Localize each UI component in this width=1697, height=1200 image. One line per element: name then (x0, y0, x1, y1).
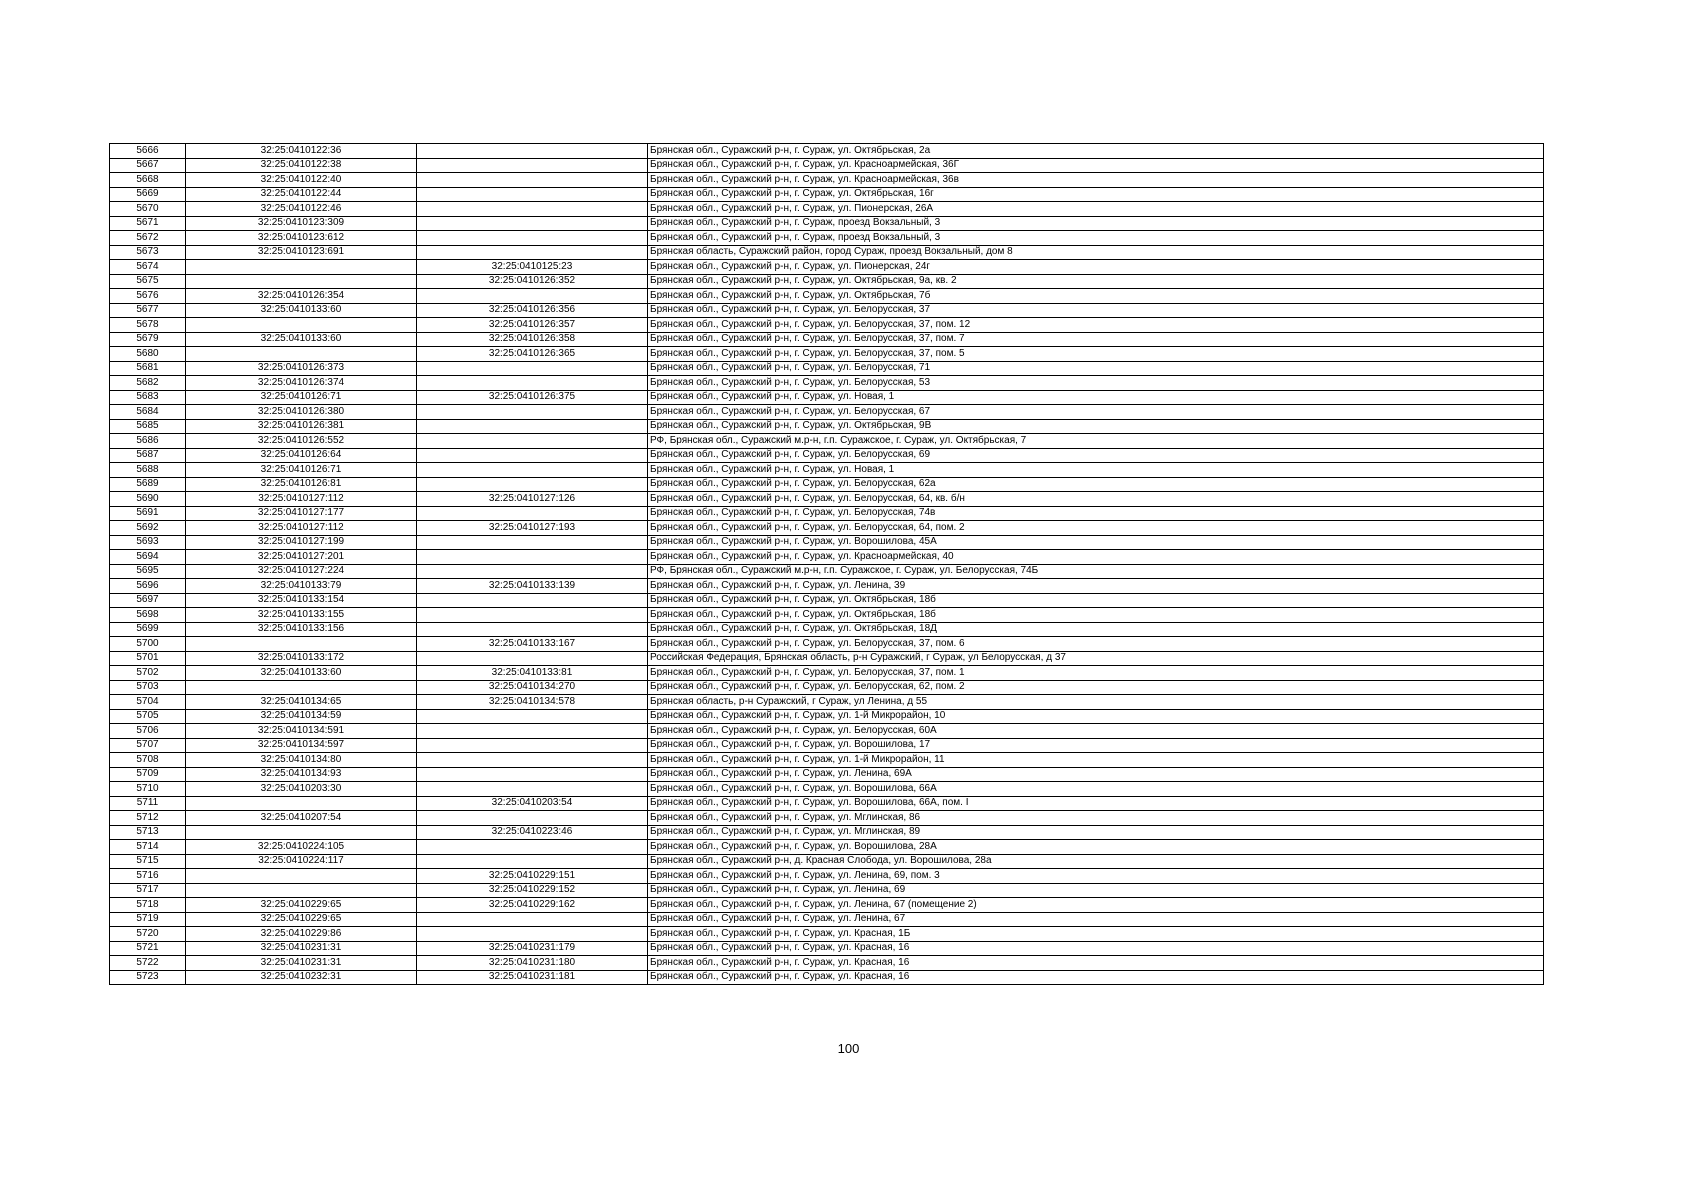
address-cell: Брянская обл., Суражский р-н, г. Сураж, ул. Ленина, 39 (648, 579, 1544, 594)
address-cell: Брянская обл., Суражский р-н, г. Сураж, ул. Октябрьская, 18б (648, 608, 1544, 623)
table-row (110, 303, 1544, 318)
object-cadastral-number-cell: 32:25:0410133:167 (417, 637, 648, 652)
land-cadastral-number-cell: 32:25:0410122:38 (186, 158, 417, 173)
table-row (110, 434, 1544, 449)
table-row (110, 767, 1544, 782)
row-number-cell: 5687 (110, 448, 186, 463)
land-cadastral-number-cell: 32:25:0410126:71 (186, 390, 417, 405)
row-number-cell: 5695 (110, 564, 186, 579)
land-cadastral-number-cell: 32:25:0410231:31 (186, 941, 417, 956)
table-row (110, 463, 1544, 478)
row-number-cell: 5694 (110, 550, 186, 565)
object-cadastral-number-cell: 32:25:0410223:46 (417, 825, 648, 840)
object-cadastral-number-cell: 32:25:0410231:181 (417, 970, 648, 985)
table-row (110, 289, 1544, 304)
row-number-cell: 5698 (110, 608, 186, 623)
row-number-cell: 5715 (110, 854, 186, 869)
row-number-cell: 5674 (110, 260, 186, 275)
address-cell: Брянская обл., Суражский р-н, г. Сураж, ул. Ворошилова, 17 (648, 738, 1544, 753)
table-row (110, 564, 1544, 579)
object-cadastral-number-cell (417, 158, 648, 173)
land-cadastral-number-cell: 32:25:0410127:199 (186, 535, 417, 550)
object-cadastral-number-cell: 32:25:0410133:139 (417, 579, 648, 594)
address-cell: Брянская обл., Суражский р-н, г. Сураж, ул. Пионерская, 24г (648, 260, 1544, 275)
address-cell: Брянская обл., Суражский р-н, г. Сураж, ул. Ленина, 67 (помещение 2) (648, 898, 1544, 913)
land-cadastral-number-cell: 32:25:0410229:65 (186, 912, 417, 927)
object-cadastral-number-cell: 32:25:0410134:578 (417, 695, 648, 710)
land-cadastral-number-cell: 32:25:0410229:86 (186, 927, 417, 942)
land-cadastral-number-cell: 32:25:0410134:591 (186, 724, 417, 739)
land-cadastral-number-cell: 32:25:0410123:612 (186, 231, 417, 246)
table-row (110, 419, 1544, 434)
table-row (110, 666, 1544, 681)
land-cadastral-number-cell: 32:25:0410224:117 (186, 854, 417, 869)
address-cell: Брянская обл., Суражский р-н, г. Сураж, ул. Октябрьская, 2а (648, 144, 1544, 159)
land-cadastral-number-cell: 32:25:0410133:155 (186, 608, 417, 623)
land-cadastral-number-cell: 32:25:0410133:154 (186, 593, 417, 608)
object-cadastral-number-cell: 32:25:0410229:152 (417, 883, 648, 898)
table-row (110, 869, 1544, 884)
object-cadastral-number-cell: 32:25:0410229:162 (417, 898, 648, 913)
object-cadastral-number-cell (417, 912, 648, 927)
land-cadastral-number-cell (186, 796, 417, 811)
row-number-cell: 5721 (110, 941, 186, 956)
row-number-cell: 5710 (110, 782, 186, 797)
address-cell: Брянская обл., Суражский р-н, г. Сураж, ул. Мглинская, 89 (648, 825, 1544, 840)
object-cadastral-number-cell (417, 376, 648, 391)
object-cadastral-number-cell: 32:25:0410231:180 (417, 956, 648, 971)
table-row (110, 796, 1544, 811)
object-cadastral-number-cell: 32:25:0410231:179 (417, 941, 648, 956)
address-cell: Брянская обл., Суражский р-н, г. Сураж, ул. Ленина, 69А (648, 767, 1544, 782)
object-cadastral-number-cell: 32:25:0410127:193 (417, 521, 648, 536)
table-row (110, 332, 1544, 347)
row-number-cell: 5718 (110, 898, 186, 913)
object-cadastral-number-cell (417, 767, 648, 782)
land-cadastral-number-cell: 32:25:0410123:309 (186, 216, 417, 231)
row-number-cell: 5669 (110, 187, 186, 202)
land-cadastral-number-cell: 32:25:0410122:36 (186, 144, 417, 159)
address-cell: Российская Федерация, Брянская область, р-н Суражский, г Сураж, ул Белорусская, д 37 (648, 651, 1544, 666)
land-cadastral-number-cell: 32:25:0410133:60 (186, 666, 417, 681)
table-row (110, 318, 1544, 333)
land-cadastral-number-cell: 32:25:0410126:81 (186, 477, 417, 492)
address-cell: РФ, Брянская обл., Суражский м.р-н, г.п. Суражское, г. Сураж, ул. Белорусская, 74Б (648, 564, 1544, 579)
land-cadastral-number-cell: 32:25:0410126:71 (186, 463, 417, 478)
row-number-cell: 5705 (110, 709, 186, 724)
address-cell: Брянская обл., Суражский р-н, г. Сураж, ул. Мглинская, 86 (648, 811, 1544, 826)
address-cell: Брянская обл., Суражский р-н, г. Сураж, ул. Белорусская, 69 (648, 448, 1544, 463)
object-cadastral-number-cell (417, 231, 648, 246)
land-cadastral-number-cell: 32:25:0410203:30 (186, 782, 417, 797)
address-cell: Брянская обл., Суражский р-н, г. Сураж, ул. Новая, 1 (648, 463, 1544, 478)
land-cadastral-number-cell: 32:25:0410127:201 (186, 550, 417, 565)
table-row (110, 593, 1544, 608)
table-row (110, 651, 1544, 666)
land-cadastral-number-cell (186, 883, 417, 898)
land-cadastral-number-cell: 32:25:0410231:31 (186, 956, 417, 971)
table-row (110, 231, 1544, 246)
table-row (110, 883, 1544, 898)
address-cell: Брянская обл., Суражский р-н, г. Сураж, ул. Ленина, 67 (648, 912, 1544, 927)
table-row (110, 390, 1544, 405)
address-cell: Брянская область, р-н Суражский, г Сураж, ул Ленина, д 55 (648, 695, 1544, 710)
row-number-cell: 5666 (110, 144, 186, 159)
address-cell: Брянская обл., Суражский р-н, г. Сураж, ул. Ленина, 69 (648, 883, 1544, 898)
land-cadastral-number-cell: 32:25:0410126:552 (186, 434, 417, 449)
address-cell: Брянская обл., Суражский р-н, г. Сураж, ул. Белорусская, 37, пом. 12 (648, 318, 1544, 333)
row-number-cell: 5686 (110, 434, 186, 449)
row-number-cell: 5696 (110, 579, 186, 594)
object-cadastral-number-cell (417, 202, 648, 217)
row-number-cell: 5675 (110, 274, 186, 289)
table-row (110, 376, 1544, 391)
land-cadastral-number-cell: 32:25:0410133:60 (186, 332, 417, 347)
address-cell: Брянская обл., Суражский р-н, г. Сураж, ул. Ворошилова, 66А (648, 782, 1544, 797)
table-row (110, 492, 1544, 507)
land-cadastral-number-cell: 32:25:0410229:65 (186, 898, 417, 913)
object-cadastral-number-cell (417, 361, 648, 376)
row-number-cell: 5671 (110, 216, 186, 231)
table-row (110, 898, 1544, 913)
row-number-cell: 5707 (110, 738, 186, 753)
address-cell: Брянская обл., Суражский р-н, г. Сураж, ул. Белорусская, 67 (648, 405, 1544, 420)
land-cadastral-number-cell: 32:25:0410134:80 (186, 753, 417, 768)
address-cell: Брянская обл., Суражский р-н, г. Сураж, ул. Октябрьская, 18Д (648, 622, 1544, 637)
row-number-cell: 5680 (110, 347, 186, 362)
table-row (110, 173, 1544, 188)
land-cadastral-number-cell: 32:25:0410127:224 (186, 564, 417, 579)
table-row (110, 144, 1544, 159)
row-number-cell: 5714 (110, 840, 186, 855)
object-cadastral-number-cell (417, 854, 648, 869)
land-cadastral-number-cell: 32:25:0410127:112 (186, 492, 417, 507)
object-cadastral-number-cell (417, 724, 648, 739)
object-cadastral-number-cell: 32:25:0410126:375 (417, 390, 648, 405)
land-cadastral-number-cell: 32:25:0410126:64 (186, 448, 417, 463)
land-cadastral-number-cell: 32:25:0410134:597 (186, 738, 417, 753)
table-row (110, 840, 1544, 855)
address-cell: Брянская обл., Суражский р-н, г. Сураж, ул. Красная, 16 (648, 956, 1544, 971)
object-cadastral-number-cell: 32:25:0410126:352 (417, 274, 648, 289)
row-number-cell: 5689 (110, 477, 186, 492)
table-row (110, 506, 1544, 521)
object-cadastral-number-cell (417, 738, 648, 753)
row-number-cell: 5679 (110, 332, 186, 347)
object-cadastral-number-cell (417, 535, 648, 550)
table-row (110, 854, 1544, 869)
table-row (110, 724, 1544, 739)
row-number-cell: 5709 (110, 767, 186, 782)
row-number-cell: 5677 (110, 303, 186, 318)
table-row (110, 680, 1544, 695)
object-cadastral-number-cell (417, 651, 648, 666)
object-cadastral-number-cell (417, 506, 648, 521)
address-cell: Брянская обл., Суражский р-н, г. Сураж, ул. Белорусская, 37, пом. 7 (648, 332, 1544, 347)
row-number-cell: 5682 (110, 376, 186, 391)
object-cadastral-number-cell (417, 622, 648, 637)
table-row (110, 579, 1544, 594)
land-cadastral-number-cell: 32:25:0410126:373 (186, 361, 417, 376)
row-number-cell: 5713 (110, 825, 186, 840)
address-cell: Брянская обл., Суражский р-н, г. Сураж, ул. Красноармейская, 36в (648, 173, 1544, 188)
object-cadastral-number-cell (417, 840, 648, 855)
address-cell: Брянская обл., Суражский р-н, г. Сураж, ул. Белорусская, 64, пом. 2 (648, 521, 1544, 536)
table-row (110, 782, 1544, 797)
row-number-cell: 5702 (110, 666, 186, 681)
page-number: 100 (837, 1041, 860, 1056)
table-row (110, 260, 1544, 275)
object-cadastral-number-cell (417, 187, 648, 202)
row-number-cell: 5670 (110, 202, 186, 217)
table-row (110, 825, 1544, 840)
address-cell: Брянская обл., Суражский р-н, г. Сураж, ул. Белорусская, 53 (648, 376, 1544, 391)
table-row (110, 738, 1544, 753)
cadastral-table (109, 143, 1544, 985)
table-row (110, 550, 1544, 565)
land-cadastral-number-cell: 32:25:0410127:112 (186, 521, 417, 536)
row-number-cell: 5723 (110, 970, 186, 985)
address-cell: Брянская обл., Суражский р-н, г. Сураж, ул. Белорусская, 62, пом. 2 (648, 680, 1544, 695)
object-cadastral-number-cell (417, 289, 648, 304)
table-body (110, 144, 1544, 985)
address-cell: Брянская обл., Суражский р-н, г. Сураж, ул. 1-й Микрорайон, 10 (648, 709, 1544, 724)
row-number-cell: 5699 (110, 622, 186, 637)
object-cadastral-number-cell: 32:25:0410126:356 (417, 303, 648, 318)
table-row (110, 347, 1544, 362)
land-cadastral-number-cell: 32:25:0410232:31 (186, 970, 417, 985)
row-number-cell: 5719 (110, 912, 186, 927)
table-row (110, 912, 1544, 927)
row-number-cell: 5722 (110, 956, 186, 971)
object-cadastral-number-cell (417, 419, 648, 434)
address-cell: Брянская обл., Суражский р-н, г. Сураж, ул. Октябрьская, 18б (648, 593, 1544, 608)
object-cadastral-number-cell (417, 564, 648, 579)
object-cadastral-number-cell (417, 463, 648, 478)
row-number-cell: 5681 (110, 361, 186, 376)
row-number-cell: 5673 (110, 245, 186, 260)
row-number-cell: 5668 (110, 173, 186, 188)
land-cadastral-number-cell: 32:25:0410126:380 (186, 405, 417, 420)
row-number-cell: 5676 (110, 289, 186, 304)
land-cadastral-number-cell: 32:25:0410126:354 (186, 289, 417, 304)
address-cell: Брянская обл., Суражский р-н, г. Сураж, ул. Белорусская, 62а (648, 477, 1544, 492)
address-cell: Брянская обл., Суражский р-н, д. Красная Слобода, ул. Ворошилова, 28а (648, 854, 1544, 869)
object-cadastral-number-cell (417, 216, 648, 231)
land-cadastral-number-cell (186, 347, 417, 362)
object-cadastral-number-cell: 32:25:0410125:23 (417, 260, 648, 275)
table-row (110, 811, 1544, 826)
address-cell: Брянская обл., Суражский р-н, г. Сураж, ул. Октябрьская, 16г (648, 187, 1544, 202)
row-number-cell: 5701 (110, 651, 186, 666)
object-cadastral-number-cell (417, 782, 648, 797)
row-number-cell: 5703 (110, 680, 186, 695)
table-row (110, 158, 1544, 173)
object-cadastral-number-cell: 32:25:0410127:126 (417, 492, 648, 507)
row-number-cell: 5667 (110, 158, 186, 173)
row-number-cell: 5693 (110, 535, 186, 550)
land-cadastral-number-cell (186, 637, 417, 652)
object-cadastral-number-cell: 32:25:0410133:81 (417, 666, 648, 681)
table-row (110, 637, 1544, 652)
land-cadastral-number-cell: 32:25:0410224:105 (186, 840, 417, 855)
row-number-cell: 5691 (110, 506, 186, 521)
table-row (110, 361, 1544, 376)
land-cadastral-number-cell (186, 318, 417, 333)
address-cell: Брянская обл., Суражский р-н, г. Сураж, ул. Красноармейская, 36Г (648, 158, 1544, 173)
address-cell: Брянская обл., Суражский р-н, г. Сураж, ул. Белорусская, 37, пом. 5 (648, 347, 1544, 362)
land-cadastral-number-cell (186, 260, 417, 275)
land-cadastral-number-cell (186, 869, 417, 884)
object-cadastral-number-cell: 32:25:0410126:358 (417, 332, 648, 347)
land-cadastral-number-cell: 32:25:0410134:93 (186, 767, 417, 782)
address-cell: Брянская обл., Суражский р-н, г. Сураж, ул. Октябрьская, 7б (648, 289, 1544, 304)
address-cell: Брянская обл., Суражский р-н, г. Сураж, ул. Красная, 16 (648, 970, 1544, 985)
row-number-cell: 5717 (110, 883, 186, 898)
table-row (110, 941, 1544, 956)
address-cell: Брянская обл., Суражский р-н, г. Сураж, ул. Белорусская, 74в (648, 506, 1544, 521)
row-number-cell: 5678 (110, 318, 186, 333)
row-number-cell: 5700 (110, 637, 186, 652)
row-number-cell: 5697 (110, 593, 186, 608)
land-cadastral-number-cell: 32:25:0410122:40 (186, 173, 417, 188)
table-row (110, 622, 1544, 637)
table-row (110, 405, 1544, 420)
row-number-cell: 5711 (110, 796, 186, 811)
object-cadastral-number-cell (417, 811, 648, 826)
land-cadastral-number-cell: 32:25:0410127:177 (186, 506, 417, 521)
object-cadastral-number-cell (417, 709, 648, 724)
object-cadastral-number-cell (417, 245, 648, 260)
row-number-cell: 5683 (110, 390, 186, 405)
object-cadastral-number-cell (417, 477, 648, 492)
address-cell: Брянская обл., Суражский р-н, г. Сураж, ул. Белорусская, 60А (648, 724, 1544, 739)
address-cell: Брянская обл., Суражский р-н, г. Сураж, ул. Белорусская, 64, кв. б/н (648, 492, 1544, 507)
object-cadastral-number-cell (417, 608, 648, 623)
address-cell: Брянская обл., Суражский р-н, г. Сураж, ул. Красная, 16 (648, 941, 1544, 956)
row-number-cell: 5708 (110, 753, 186, 768)
land-cadastral-number-cell: 32:25:0410134:59 (186, 709, 417, 724)
address-cell: Брянская обл., Суражский р-н, г. Сураж, ул. Октябрьская, 9а, кв. 2 (648, 274, 1544, 289)
land-cadastral-number-cell: 32:25:0410133:156 (186, 622, 417, 637)
row-number-cell: 5672 (110, 231, 186, 246)
object-cadastral-number-cell (417, 434, 648, 449)
row-number-cell: 5716 (110, 869, 186, 884)
row-number-cell: 5712 (110, 811, 186, 826)
row-number-cell: 5685 (110, 419, 186, 434)
row-number-cell: 5704 (110, 695, 186, 710)
table-row (110, 245, 1544, 260)
object-cadastral-number-cell (417, 550, 648, 565)
address-cell: Брянская обл., Суражский р-н, г. Сураж, ул. Белорусская, 37 (648, 303, 1544, 318)
land-cadastral-number-cell (186, 680, 417, 695)
address-cell: Брянская обл., Суражский р-н, г. Сураж, ул. Ворошилова, 45А (648, 535, 1544, 550)
address-cell: Брянская обл., Суражский р-н, г. Сураж, ул. Белорусская, 37, пом. 6 (648, 637, 1544, 652)
land-cadastral-number-cell: 32:25:0410133:79 (186, 579, 417, 594)
address-cell: Брянская обл., Суражский р-н, г. Сураж, ул. Новая, 1 (648, 390, 1544, 405)
table-row (110, 535, 1544, 550)
row-number-cell: 5720 (110, 927, 186, 942)
object-cadastral-number-cell: 32:25:0410229:151 (417, 869, 648, 884)
land-cadastral-number-cell (186, 274, 417, 289)
address-cell: Брянская обл., Суражский р-н, г. Сураж, ул. Красноармейская, 40 (648, 550, 1544, 565)
address-cell: Брянская обл., Суражский р-н, г. Сураж, ул. 1-й Микрорайон, 11 (648, 753, 1544, 768)
land-cadastral-number-cell: 32:25:0410133:172 (186, 651, 417, 666)
table-row (110, 202, 1544, 217)
land-cadastral-number-cell: 32:25:0410122:46 (186, 202, 417, 217)
table-row (110, 477, 1544, 492)
object-cadastral-number-cell (417, 753, 648, 768)
object-cadastral-number-cell (417, 593, 648, 608)
address-cell: РФ, Брянская обл., Суражский м.р-н, г.п. Суражское, г. Сураж, ул. Октябрьская, 7 (648, 434, 1544, 449)
land-cadastral-number-cell: 32:25:0410123:691 (186, 245, 417, 260)
land-cadastral-number-cell: 32:25:0410133:60 (186, 303, 417, 318)
table-row (110, 970, 1544, 985)
row-number-cell: 5684 (110, 405, 186, 420)
address-cell: Брянская обл., Суражский р-н, г. Сураж, проезд Вокзальный, 3 (648, 231, 1544, 246)
land-cadastral-number-cell: 32:25:0410126:374 (186, 376, 417, 391)
row-number-cell: 5706 (110, 724, 186, 739)
table-row (110, 709, 1544, 724)
land-cadastral-number-cell (186, 825, 417, 840)
object-cadastral-number-cell (417, 173, 648, 188)
land-cadastral-number-cell: 32:25:0410134:65 (186, 695, 417, 710)
table-row (110, 753, 1544, 768)
table-row (110, 956, 1544, 971)
table-row (110, 695, 1544, 710)
address-cell: Брянская область, Суражский район, город Сураж, проезд Вокзальный, дом 8 (648, 245, 1544, 260)
row-number-cell: 5688 (110, 463, 186, 478)
address-cell: Брянская обл., Суражский р-н, г. Сураж, ул. Пионерская, 26А (648, 202, 1544, 217)
table-row (110, 187, 1544, 202)
object-cadastral-number-cell (417, 144, 648, 159)
address-cell: Брянская обл., Суражский р-н, г. Сураж, ул. Октябрьская, 9В (648, 419, 1544, 434)
object-cadastral-number-cell (417, 927, 648, 942)
object-cadastral-number-cell: 32:25:0410126:357 (417, 318, 648, 333)
address-cell: Брянская обл., Суражский р-н, г. Сураж, ул. Ворошилова, 28А (648, 840, 1544, 855)
object-cadastral-number-cell: 32:25:0410134:270 (417, 680, 648, 695)
address-cell: Брянская обл., Суражский р-н, г. Сураж, ул. Красная, 1Б (648, 927, 1544, 942)
table-row (110, 521, 1544, 536)
address-cell: Брянская обл., Суражский р-н, г. Сураж, проезд Вокзальный, 3 (648, 216, 1544, 231)
land-cadastral-number-cell: 32:25:0410207:54 (186, 811, 417, 826)
table-row (110, 927, 1544, 942)
land-cadastral-number-cell: 32:25:0410126:381 (186, 419, 417, 434)
table-row (110, 608, 1544, 623)
address-cell: Брянская обл., Суражский р-н, г. Сураж, ул. Белорусская, 71 (648, 361, 1544, 376)
row-number-cell: 5692 (110, 521, 186, 536)
address-cell: Брянская обл., Суражский р-н, г. Сураж, ул. Ленина, 69, пом. 3 (648, 869, 1544, 884)
object-cadastral-number-cell: 32:25:0410126:365 (417, 347, 648, 362)
table-row (110, 274, 1544, 289)
land-cadastral-number-cell: 32:25:0410122:44 (186, 187, 417, 202)
row-number-cell: 5690 (110, 492, 186, 507)
table-row (110, 216, 1544, 231)
object-cadastral-number-cell: 32:25:0410203:54 (417, 796, 648, 811)
address-cell: Брянская обл., Суражский р-н, г. Сураж, ул. Ворошилова, 66А, пом. I (648, 796, 1544, 811)
object-cadastral-number-cell (417, 448, 648, 463)
address-cell: Брянская обл., Суражский р-н, г. Сураж, ул. Белорусская, 37, пом. 1 (648, 666, 1544, 681)
object-cadastral-number-cell (417, 405, 648, 420)
table-row (110, 448, 1544, 463)
